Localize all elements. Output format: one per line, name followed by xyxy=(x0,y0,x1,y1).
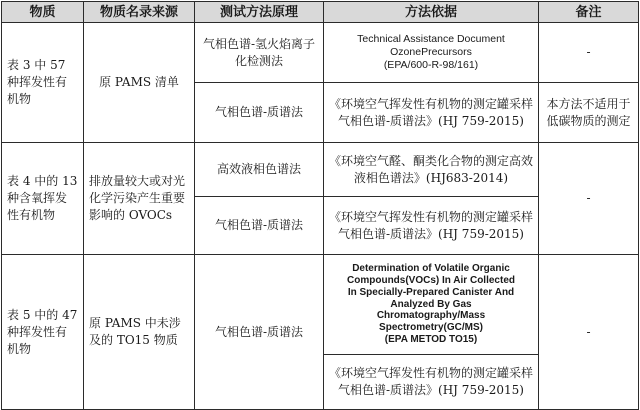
basis-line: Compounds(VOCs) In Air Collected xyxy=(347,275,515,286)
basis-line: Analyzed By Gas xyxy=(390,298,472,310)
principle-cell: 气相色谱-质谱法 xyxy=(195,255,324,410)
basis-cell: 《环境空气挥发性有机物的测定罐采样气相色谱-质谱法》(HJ 759-2015) xyxy=(324,197,539,255)
method-table xyxy=(1,1,639,410)
principle-cell: 气相色谱-氢火焰离子化检测法 xyxy=(195,23,324,83)
header-principle: 测试方法原理 xyxy=(195,2,324,23)
basis-cell: 《环境空气挥发性有机物的测定罐采样气相色谱-质谱法》(HJ 759-2015) xyxy=(324,355,539,410)
basis-cell xyxy=(324,255,539,355)
basis-line: Spectrometry(GC/MS) xyxy=(379,322,483,334)
remark-cell: 本方法不适用于低碳物质的测定 xyxy=(539,83,639,143)
header-remark: 备注 xyxy=(539,2,639,23)
basis-line: Determination of Volatile Organic xyxy=(352,263,510,275)
remark-cell: - xyxy=(539,23,639,83)
remark-cell: - xyxy=(539,143,639,255)
basis-line: (EPA METOD TO15) xyxy=(384,333,478,345)
header-substance: 物质 xyxy=(2,2,84,23)
remark-cell: - xyxy=(539,255,639,410)
basis-cell: 《环境空气挥发性有机物的测定罐采样气相色谱-质谱法》(HJ 759-2015) xyxy=(324,83,539,143)
header-row xyxy=(2,2,639,23)
header-basis: 方法依据 xyxy=(324,2,539,23)
basis-line: Chromatography/Mass xyxy=(376,310,486,322)
basis-cell: 《环境空气醛、酮类化合物的测定高效液相色谱法》(HJ683-2014) xyxy=(324,143,539,197)
source-cell: 排放量较大或对光化学污染产生重要影响的 OVOCs xyxy=(84,143,195,255)
principle-cell: 气相色谱-质谱法 xyxy=(195,197,324,255)
table-row xyxy=(2,255,639,355)
principle-cell: 高效液相色谱法 xyxy=(195,143,324,197)
principle-cell: 气相色谱-质谱法 xyxy=(195,83,324,143)
source-cell: 原 PAMS 清单 xyxy=(84,23,195,143)
substance-cell: 表 5 中的 47 种挥发性有机物 xyxy=(2,255,84,410)
table-row xyxy=(2,143,639,197)
header-source: 物质名录来源 xyxy=(84,2,195,23)
basis-line: Technical Assistance Document xyxy=(357,33,505,45)
source-cell: 原 PAMS 中未涉及的 TO15 物质 xyxy=(84,255,195,410)
basis-cell xyxy=(324,23,539,83)
substance-cell: 表 3 中 57 种挥发性有机物 xyxy=(2,23,84,143)
table-row xyxy=(2,23,639,83)
basis-line: OzonePrecursors xyxy=(390,46,472,58)
substance-cell: 表 4 中的 13 种含氧挥发性有机物 xyxy=(2,143,84,255)
basis-line: (EPA/600-R-98/161) xyxy=(383,59,479,71)
basis-line: In Specially-Prepared Canister And xyxy=(347,286,515,298)
